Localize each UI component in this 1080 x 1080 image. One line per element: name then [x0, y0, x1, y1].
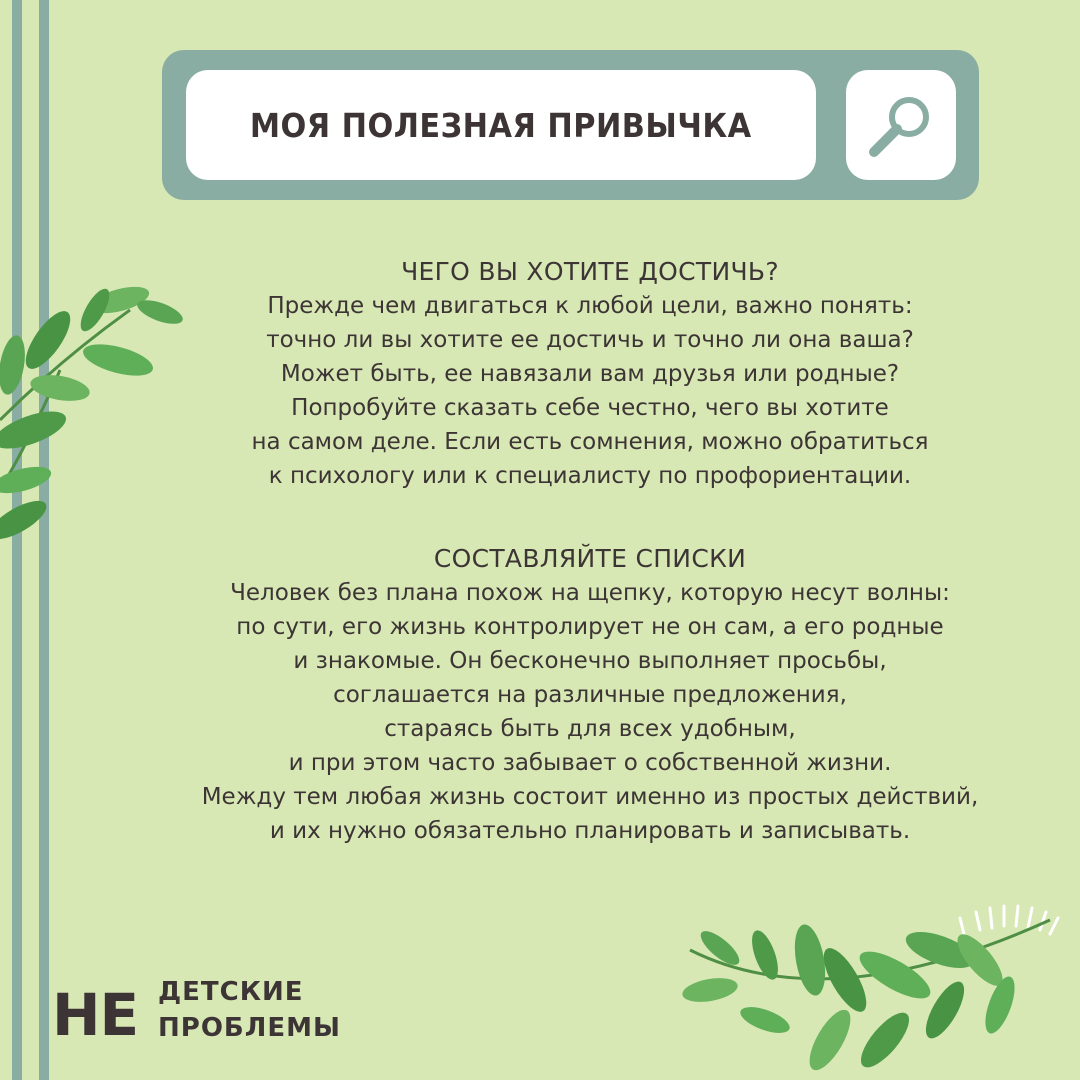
leaf-branch-right-icon — [680, 900, 1080, 1080]
section-line: стараясь быть для всех удобным, — [384, 716, 796, 742]
section-line: точно ли вы хотите ее достичь и точно ли она ваша? — [266, 327, 914, 353]
logo-prefix: НЕ — [52, 981, 139, 1049]
section-line: Человек без плана похож на щепку, которую несут волны: — [230, 580, 950, 606]
section-line: соглашается на различные предложения, — [333, 682, 847, 708]
section-line: Между тем любая жизнь состоит именно из простых действий, — [201, 784, 979, 810]
leaf-branch-left-icon — [0, 270, 190, 560]
logo-line-1: ДЕТСКИЕ — [158, 977, 304, 1007]
section-line: к психологу или к специалисту по профориентации. — [268, 463, 912, 489]
search-button[interactable] — [846, 70, 956, 180]
logo-line-2: ПРОБЛЕМЫ — [158, 1013, 341, 1043]
search-bar — [162, 50, 979, 200]
search-icon — [866, 90, 936, 160]
brand-logo — [52, 975, 372, 1055]
section-line: и их нужно обязательно планировать и записывать. — [269, 818, 911, 844]
section-line: Прежде чем двигаться к любой цели, важно понять: — [267, 293, 913, 319]
section-line: по сути, его жизнь контролирует не он сам, а его родные — [236, 614, 944, 640]
section-lists — [140, 542, 1040, 848]
section-line: Попробуйте сказать себе честно, чего вы хотите — [291, 395, 889, 421]
section-line: Может быть, ее навязали вам друзья или родные? — [280, 361, 900, 387]
section-goals — [140, 255, 1040, 493]
section-heading: ЧЕГО ВЫ ХОТИТЕ ДОСТИЧЬ? — [401, 257, 779, 286]
section-line: и при этом часто забывает о собственной жизни. — [288, 750, 892, 776]
section-line: и знакомые. Он бесконечно выполняет просьбы, — [293, 648, 887, 674]
section-heading: СОСТАВЛЯЙТЕ СПИСКИ — [433, 544, 747, 573]
search-input[interactable] — [186, 70, 816, 180]
search-text: МОЯ ПОЛЕЗНАЯ ПРИВЫЧКА — [250, 105, 752, 145]
section-line: на самом деле. Если есть сомнения, можно обратиться — [251, 429, 929, 455]
